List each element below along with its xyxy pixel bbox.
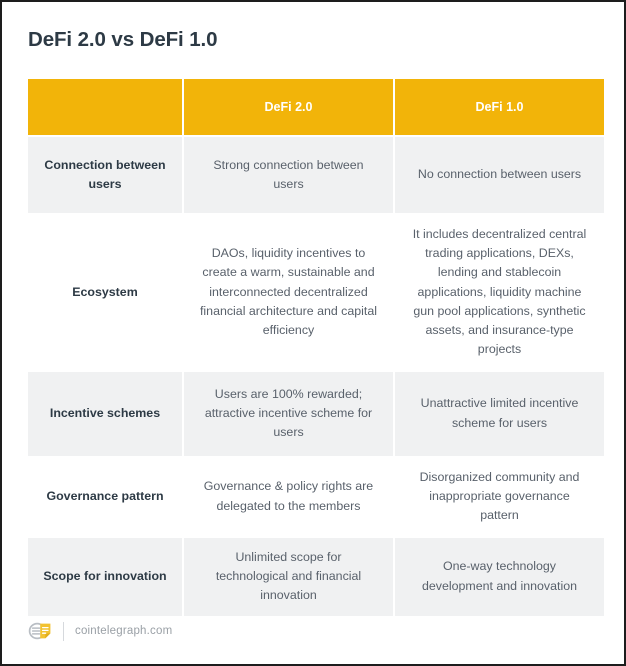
row-label-incentive: Incentive schemes: [28, 372, 182, 456]
header-cell-defi2: DeFi 2.0: [184, 79, 393, 135]
cell-defi2-incentive: Users are 100% rewarded; attractive incentive scheme for users: [184, 372, 393, 456]
cell-defi2-ecosystem: DAOs, liquidity incentives to create a warm, sustainable and interconnected decentralized financial architecture and capital efficiency: [184, 215, 393, 370]
cell-defi1-ecosystem: It includes decentralized central trading applications, DEXs, lending and stablecoin applications, liquidity machine gun pool applications, synthetic assets, and insurance-type projects: [395, 215, 604, 370]
cell-defi1-incentive: Unattractive limited incentive scheme for users: [395, 372, 604, 456]
table-row: [28, 372, 604, 456]
row-label-governance: Governance pattern: [28, 458, 182, 536]
table-row: [28, 137, 604, 213]
footer: [28, 620, 172, 642]
table-header: [28, 79, 604, 135]
row-label-ecosystem: Ecosystem: [28, 215, 182, 370]
row-label-connection: Connection between users: [28, 137, 182, 213]
comparison-table: [26, 77, 606, 618]
cell-defi2-scope: Unlimited scope for technological and financial innovation: [184, 538, 393, 616]
table-row: [28, 215, 604, 370]
cell-defi2-connection: Strong connection between users: [184, 137, 393, 213]
cell-defi2-governance: Governance & policy rights are delegated to the members: [184, 458, 393, 536]
header-cell-defi1: DeFi 1.0: [395, 79, 604, 135]
footer-divider: [63, 622, 64, 641]
header-row: [28, 79, 604, 135]
table-body: [28, 137, 604, 616]
cointelegraph-logo-icon: [28, 620, 52, 642]
page-title: DeFi 2.0 vs DeFi 1.0: [28, 28, 218, 51]
row-label-scope: Scope for innovation: [28, 538, 182, 616]
cell-defi1-governance: Disorganized community and inappropriate governance pattern: [395, 458, 604, 536]
header-cell-blank: [28, 79, 182, 135]
table-row: [28, 538, 604, 616]
cell-defi1-connection: No connection between users: [395, 137, 604, 213]
table-row: [28, 458, 604, 536]
footer-site-label: cointelegraph.com: [75, 625, 173, 637]
cell-defi1-scope: One-way technology development and innovation: [395, 538, 604, 616]
